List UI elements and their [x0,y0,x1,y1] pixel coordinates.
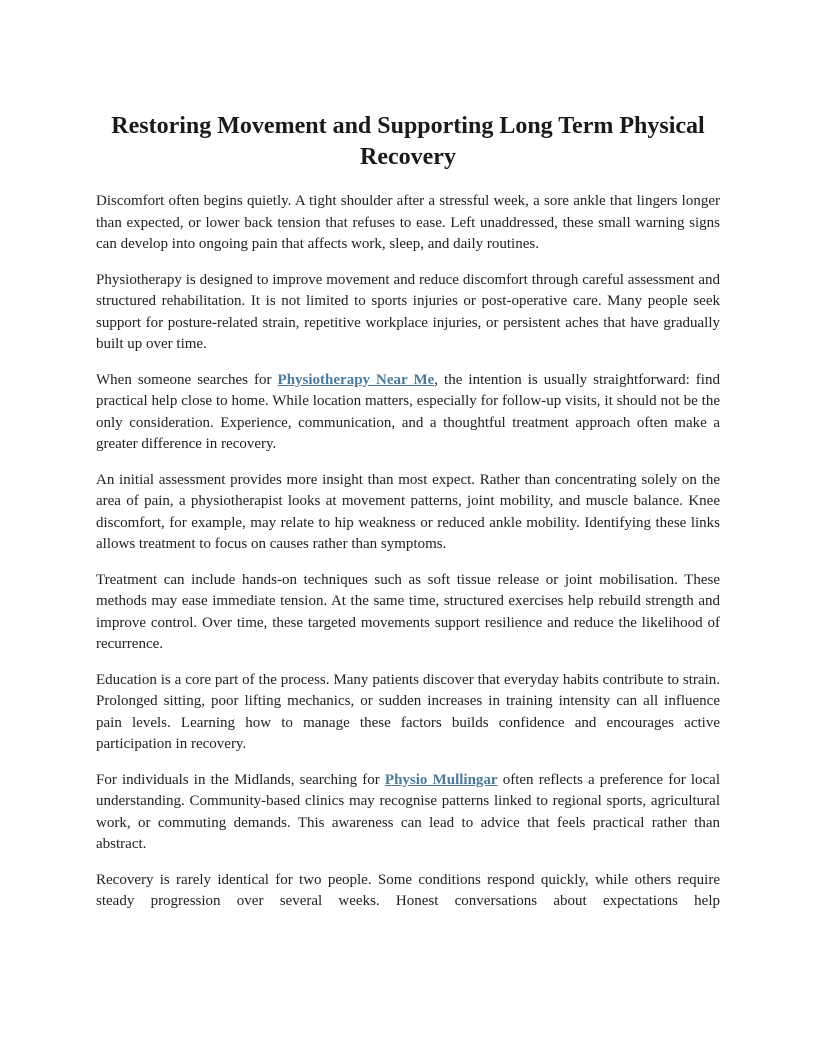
paragraph-7 [96,770,720,856]
physiotherapy-near-me-link[interactable]: Physiotherapy Near Me [277,371,435,388]
physio-mullingar-link[interactable]: Physio Mullingar [384,771,498,788]
page-title: Restoring Movement and Supporting Long Term Physical Recovery [111,113,705,170]
paragraph-8: Recovery is rarely identical for two people. Some conditions respond quickly, while others require steady progression over several weeks. Honest conversations about expectations help [96,871,720,909]
paragraph-1: Discomfort often begins quietly. A tight shoulder after a stressful week, a sore ankle that lingers longer than expected, or lower back tension that refuses to ease. Left unaddressed, these small warning signs can develop into ongoing pain that affects work, sleep, and daily routines. [96,193,720,252]
paragraph-3 [96,370,720,456]
paragraph-3-lead: When someone searches for [96,371,278,388]
paragraph-3-rest: , the intention is usually straightforward: find practical help close to home. While location matters, especially for follow-up visits, it should not be the only consideration. Experience, communication, and a thoughtful treatment approach often make a greater difference in recovery. [96,371,720,452]
paragraph-7-lead: For individuals in the Midlands, searching for [96,771,385,788]
paragraph-6: Education is a core part of the process. Many patients discover that everyday habits contribute to strain. Prolonged sitting, poor lifting mechanics, or sudden increases in training intensity can all influence pain levels. Learning how to manage these factors builds confidence and encourages active participation in recovery. [96,671,720,752]
paragraph-4: An initial assessment provides more insight than most expect. Rather than concentrating solely on the area of pain, a physiotherapist looks at movement patterns, joint mobility, and muscle balance. Knee discomfort, for example, may relate to hip weakness or reduced ankle mobility. Identifying these links allows treatment to focus on causes rather than symptoms. [96,471,720,552]
paragraph-7-rest: often reflects a preference for local understanding. Community-based clinics may recognise patterns linked to regional sports, agricultural work, or commuting demands. This awareness can lead to advice that feels practical rather than abstract. [96,771,721,852]
document-page [96,111,720,927]
paragraph-2: Physiotherapy is designed to improve movement and reduce discomfort through careful assessment and structured rehabilitation. It is not limited to sports injuries or post-operative care. Many people seek support for posture-related strain, repetitive workplace injuries, or persistent aches that have gradually built up over time. [96,271,720,352]
paragraph-5: Treatment can include hands-on techniques such as soft tissue release or joint mobilisation. These methods may ease immediate tension. At the same time, structured exercises help rebuild strength and improve control. Over time, these targeted movements support resilience and reduce the likelihood of recurrence. [96,571,720,652]
